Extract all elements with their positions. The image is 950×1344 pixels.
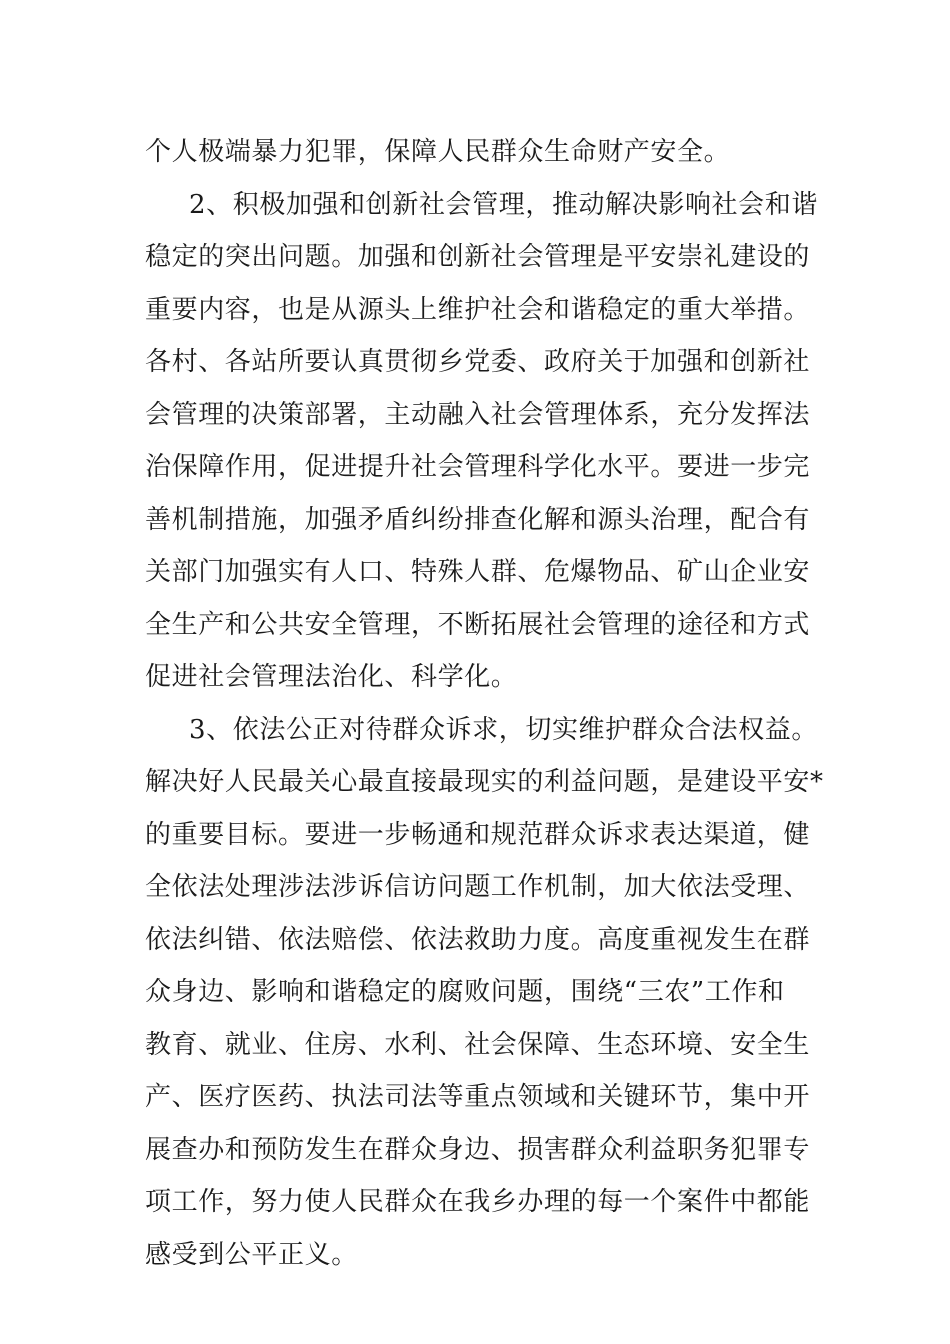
text-line: 解决好人民最关心最直接最现实的利益问题，是建设平安* — [145, 767, 824, 797]
text-line: 促进社会管理法治化、科学化。 — [145, 662, 518, 692]
text-line: 众身边、影响和谐稳定的腐败问题，围绕“三农”工作和 — [145, 977, 785, 1007]
text-line: 依法纠错、依法赔偿、依法救助力度。高度重视发生在群 — [145, 924, 811, 955]
body-text — [145, 126, 824, 1281]
text-line: 重要内容，也是从源头上维护社会和谐稳定的重大举措。 — [145, 294, 811, 325]
text-line: 全依法处理涉法涉诉信访问题工作机制，加大依法受理、 — [145, 872, 811, 902]
text-line: 善机制措施，加强矛盾纠纷排查化解和源头治理，配合有 — [145, 504, 811, 535]
text-line: 产、医疗医药、执法司法等重点领域和关键环节，集中开 — [145, 1082, 811, 1112]
text-line: 教育、就业、住房、水利、社会保障、生态环境、安全生 — [145, 1029, 811, 1060]
text-line: 个人极端暴力犯罪，保障人民群众生命财产安全。 — [145, 137, 731, 167]
text-line: 的重要目标。要进一步畅通和规范群众诉求表达渠道，健 — [145, 819, 811, 850]
paragraph-2-first-line: 2、积极加强和创新社会管理，推动解决影响社会和谐 — [189, 189, 818, 220]
text-line: 项工作，努力使人民群众在我乡办理的每一个案件中都能 — [145, 1187, 811, 1217]
text-line: 会管理的决策部署，主动融入社会管理体系，充分发挥法 — [145, 399, 811, 430]
text-line: 各村、各站所要认真贯彻乡党委、政府关于加强和创新社 — [145, 347, 811, 377]
text-line: 治保障作用，促进提升社会管理科学化水平。要进一步完 — [145, 452, 811, 482]
text-line: 稳定的突出问题。加强和创新社会管理是平安崇礼建设的 — [145, 242, 811, 272]
paragraph-3-first-line: 3、依法公正对待群众诉求，切实维护群众合法权益。 — [189, 714, 818, 745]
text-line: 展查办和预防发生在群众身边、损害群众利益职务犯罪专 — [145, 1134, 811, 1165]
text-line: 感受到公平正义。 — [145, 1239, 358, 1270]
text-line: 关部门加强实有人口、特殊人群、危爆物品、矿山企业安 — [145, 557, 811, 587]
text-line: 全生产和公共安全管理，不断拓展社会管理的途径和方式 — [145, 609, 811, 640]
